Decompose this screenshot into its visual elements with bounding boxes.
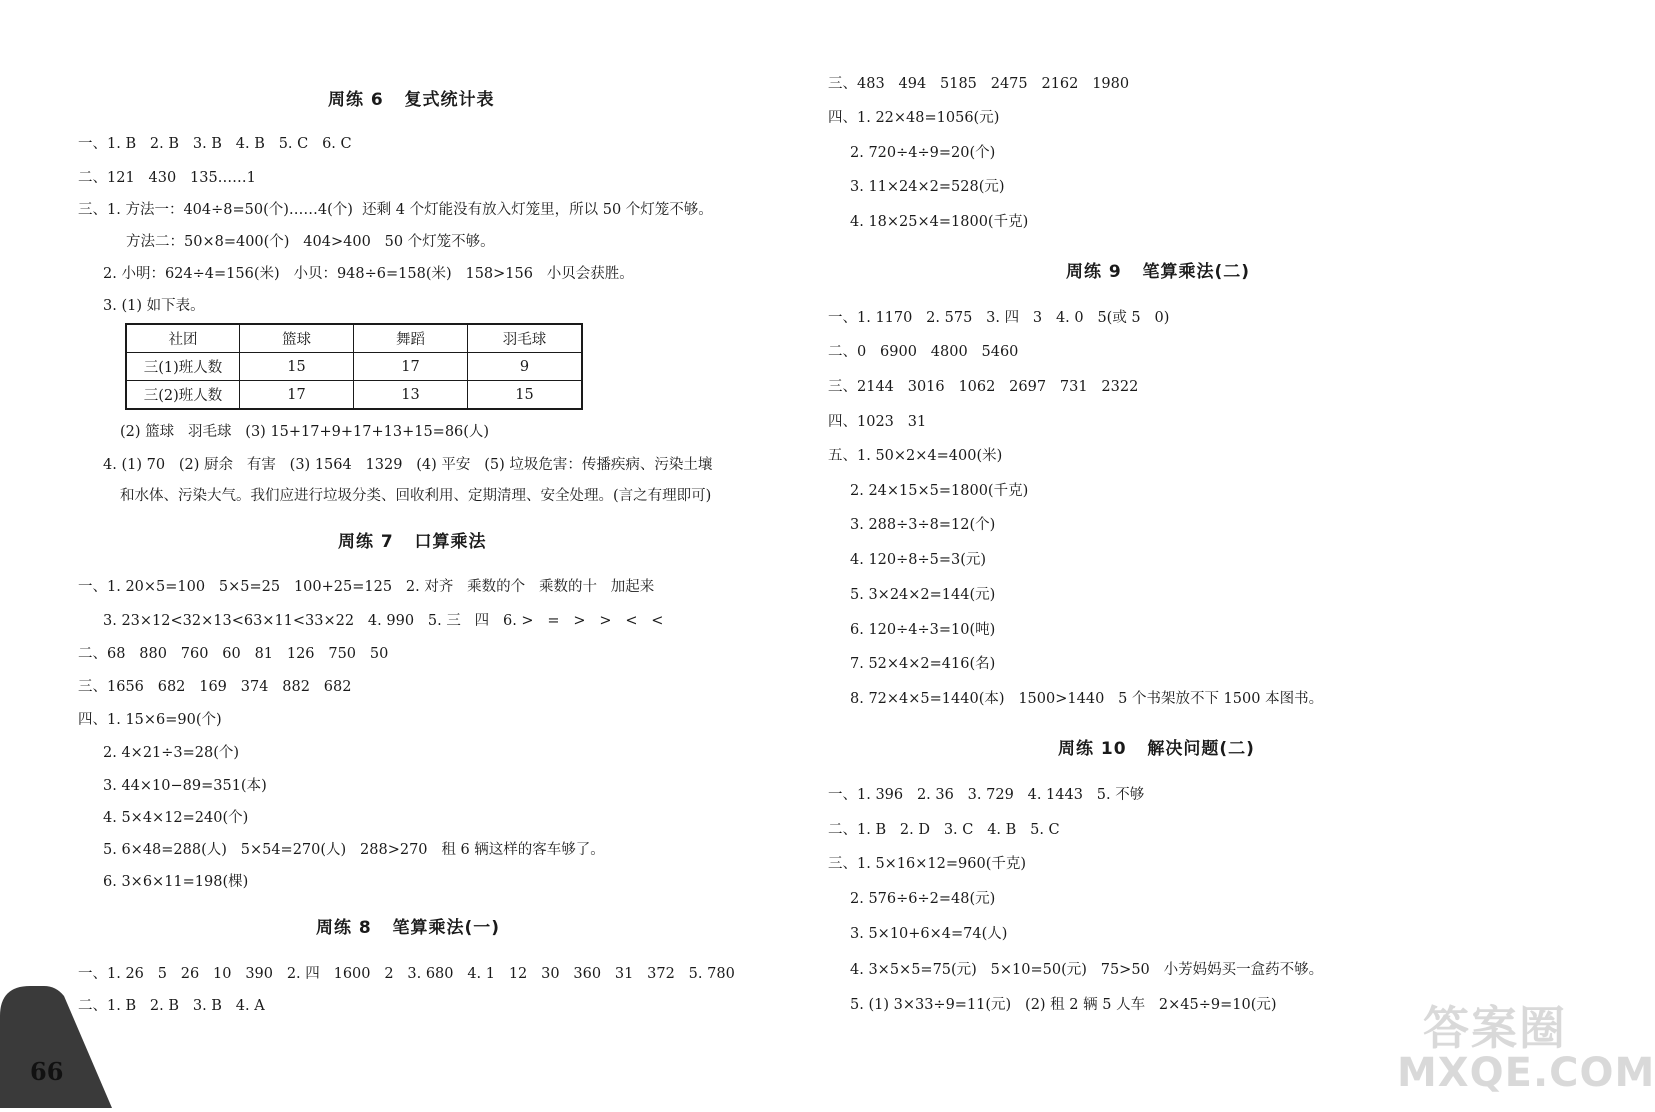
answer-line: 四、1. 15×6=90(个) [78, 712, 222, 728]
page-number-corner [0, 986, 112, 1108]
watermark-url: MXQE.COM [1397, 1050, 1655, 1096]
watermark-text: 答案圈 [1423, 1001, 1567, 1055]
answer-line: 三、2144 3016 1062 2697 731 2322 [828, 379, 1139, 395]
answer-line: 3. 44×10−89=351(本) [103, 778, 267, 794]
table-cell: 舞蹈 [354, 324, 468, 353]
answer-line: 4. (1) 70 (2) 厨余 有害 (3) 1564 1329 (4) 平安 (5) 垃圾危害：传播疾病、污染土壤 [103, 457, 713, 473]
answer-line: 5. 6×48=288(人) 5×54=270(人) 288>270 租 6 辆这样的客车够了。 [103, 842, 605, 858]
table-cell: 15 [468, 381, 583, 410]
answer-line: 3. 288÷3÷8=12(个) [850, 517, 996, 533]
table-cell: 15 [240, 353, 354, 381]
answer-line: 4. 3×5×5=75(元) 5×10=50(元) 75>50 小芳妈妈买一盒药不够。 [850, 962, 1324, 978]
answer-line: 一、1. 396 2. 36 3. 729 4. 1443 5. 不够 [828, 787, 1145, 803]
section-title-week7: 周练 7 口算乘法 [338, 532, 487, 552]
answer-line: 方法二：50×8=400(个) 404>400 50 个灯笼不够。 [126, 234, 495, 250]
answer-line: 3. (1) 如下表。 [103, 298, 205, 314]
table-cell: 17 [354, 353, 468, 381]
table-cell: 17 [240, 381, 354, 410]
answer-line: 一、1. 20×5=100 5×5=25 100+25=125 2. 对齐 乘数的个 乘数的十 加起来 [78, 579, 655, 595]
answer-line: 三、1656 682 169 374 882 682 [78, 679, 352, 695]
table-cell: 羽毛球 [468, 324, 583, 353]
answer-line: 8. 72×4×5=1440(本) 1500>1440 5 个书架放不下 1500 本图书。 [850, 691, 1324, 707]
table-row [126, 381, 582, 410]
answer-line: 二、121 430 135……1 [78, 170, 256, 186]
answer-line: 二、68 880 760 60 81 126 750 50 [78, 646, 389, 662]
answer-line: 四、1. 22×48=1056(元) [828, 110, 1000, 126]
section-title-week8: 周练 8 笔算乘法(一) [316, 918, 501, 938]
watermark-logo [1395, 992, 1655, 1102]
answer-line: 一、1. B 2. B 3. B 4. B 5. C 6. C [78, 136, 352, 152]
corner-tab-shape [0, 986, 112, 1108]
answer-line: 五、1. 50×2×4=400(米) [828, 448, 1003, 464]
answer-line: 4. 120÷8÷5=3(元) [850, 552, 987, 568]
answer-line: 5. 3×24×2=144(元) [850, 587, 996, 603]
table-cell: 三(1)班人数 [126, 353, 240, 381]
answer-line: 二、0 6900 4800 5460 [828, 344, 1019, 360]
section-title-week10: 周练 10 解决问题(二) [1058, 739, 1255, 759]
answer-line: 三、483 494 5185 2475 2162 1980 [828, 76, 1130, 92]
table-cell: 篮球 [240, 324, 354, 353]
answer-line: 三、1. 5×16×12=960(千克) [828, 856, 1027, 872]
answer-line: 4. 18×25×4=1800(千克) [850, 214, 1029, 230]
table-cell: 9 [468, 353, 583, 381]
answer-line: 四、1023 31 [828, 414, 927, 430]
section-title-week6: 周练 6 复式统计表 [328, 90, 495, 110]
answer-line: 2. 4×21÷3=28(个) [103, 745, 240, 761]
answer-line: 2. 小明：624÷4=156(米) 小贝：948÷6=158(米) 158>156 小贝会获胜。 [103, 266, 634, 282]
table-header-row [126, 324, 582, 353]
answer-line: 3. 23×12<32×13<63×11<33×22 4. 990 5. 三 四 6. > = > > < < [103, 613, 664, 629]
answer-line: 4. 5×4×12=240(个) [103, 810, 249, 826]
answer-line: 2. 576÷6÷2=48(元) [850, 891, 996, 907]
answer-line: 3. 11×24×2=528(元) [850, 179, 1005, 195]
answer-line: 2. 720÷4÷9=20(个) [850, 145, 996, 161]
answer-line: 6. 120÷4÷3=10(吨) [850, 622, 996, 638]
table-cell: 13 [354, 381, 468, 410]
answer-line: 3. 5×10+6×4=74(人) [850, 926, 1008, 942]
answer-line: 二、1. B 2. B 3. B 4. A [78, 998, 265, 1014]
answer-line: 6. 3×6×11=198(棵) [103, 874, 249, 890]
answer-line: 二、1. B 2. D 3. C 4. B 5. C [828, 822, 1060, 838]
answer-line: 7. 52×4×2=416(名) [850, 656, 996, 672]
answer-line: 2. 24×15×5=1800(千克) [850, 483, 1029, 499]
answer-line: 一、1. 1170 2. 575 3. 四 3 4. 0 5(或 5 0) [828, 310, 1170, 326]
left-page [0, 0, 800, 1108]
page-number: 66 [30, 1057, 64, 1086]
answer-line: (2) 篮球 羽毛球 (3) 15+17+9+17+13+15=86(人) [120, 424, 490, 440]
answer-line: 和水体、污染大气。我们应进行垃圾分类、回收利用、定期清理、安全处理。(言之有理即可) [120, 488, 712, 504]
right-page [800, 0, 1600, 1108]
table-cell: 三(2)班人数 [126, 381, 240, 410]
answer-line: 5. (1) 3×33÷9=11(元) (2) 租 2 辆 5 人车 2×45÷9=10(元) [850, 997, 1277, 1013]
table-cell: 社团 [126, 324, 240, 353]
answer-line: 一、1. 26 5 26 10 390 2. 四 1600 2 3. 680 4. 1 12 30 360 31 372 5. 780 [78, 966, 735, 982]
section-title-week9: 周练 9 笔算乘法(二) [1066, 262, 1251, 282]
answer-line: 三、1. 方法一：404÷8=50(个)……4(个) 还剩 4 个灯能没有放入灯笼里，所以 50 个灯笼不够。 [78, 202, 713, 218]
table-row [126, 353, 582, 381]
club-stats-table [125, 323, 583, 410]
